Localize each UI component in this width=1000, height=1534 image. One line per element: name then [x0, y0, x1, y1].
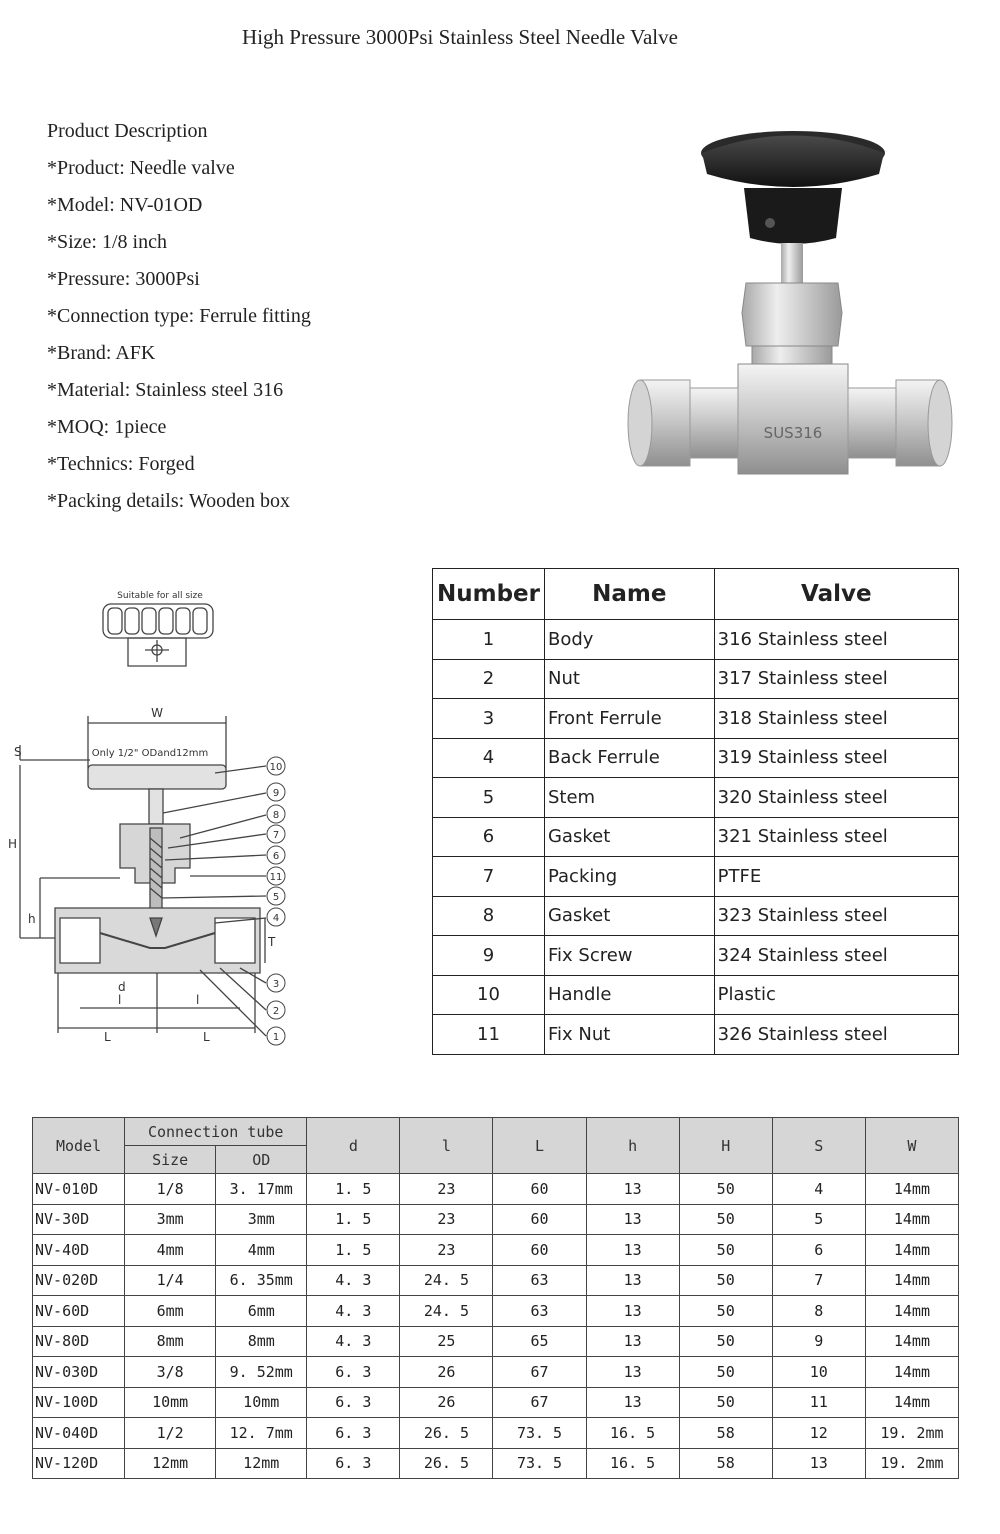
spec-cell-h: 16. 5 — [586, 1448, 679, 1479]
spec-cell-L: 73. 5 — [493, 1418, 586, 1449]
dim-h: h — [28, 912, 36, 926]
valve-diagram — [0, 578, 300, 1058]
spec-cell-h: 13 — [586, 1174, 679, 1205]
part-name: Gasket — [544, 896, 714, 936]
spec-cell-H: 58 — [679, 1448, 772, 1479]
stem — [781, 243, 803, 283]
callout: 1 — [272, 1032, 280, 1043]
part-material: 318 Stainless steel — [714, 699, 958, 739]
spec-header-S: S — [772, 1118, 865, 1174]
spec-cell-S: 12 — [772, 1418, 865, 1449]
spec-cell-H: 50 — [679, 1357, 772, 1388]
spec-cell-h: 13 — [586, 1387, 679, 1418]
spec-cell-size: 1/4 — [125, 1265, 216, 1296]
part-material: 319 Stainless steel — [714, 738, 958, 778]
spec-cell-od: 3mm — [216, 1204, 307, 1235]
spec-table — [32, 1117, 959, 1479]
spec-cell-S: 9 — [772, 1326, 865, 1357]
set-screw — [765, 218, 775, 228]
bonnet-collar — [752, 346, 832, 364]
spec-cell-od: 8mm — [216, 1326, 307, 1357]
spec-cell-d: 6. 3 — [307, 1387, 400, 1418]
spec-cell-S: 13 — [772, 1448, 865, 1479]
spec-cell-L: 63 — [493, 1296, 586, 1327]
callout: 6 — [272, 851, 280, 862]
description-item: *MOQ: 1piece — [47, 416, 167, 438]
table-row — [433, 620, 959, 660]
spec-cell-S: 6 — [772, 1235, 865, 1266]
spec-cell-od: 12. 7mm — [216, 1418, 307, 1449]
spec-cell-od: 4mm — [216, 1235, 307, 1266]
spec-cell-S: 7 — [772, 1265, 865, 1296]
spec-cell-model: NV-40D — [33, 1235, 125, 1266]
part-material: PTFE — [714, 857, 958, 897]
description-item: *Product: Needle valve — [47, 157, 235, 179]
table-row — [33, 1265, 959, 1296]
spec-cell-h: 13 — [586, 1296, 679, 1327]
spec-cell-l: 24. 5 — [400, 1296, 493, 1327]
table-row — [33, 1235, 959, 1266]
dim-T: T — [268, 935, 276, 949]
spec-cell-h: 13 — [586, 1326, 679, 1357]
callout: 3 — [272, 979, 280, 990]
right-ferrule — [848, 388, 896, 458]
description-item: *Model: NV-01OD — [47, 194, 203, 216]
spec-cell-model: NV-100D — [33, 1387, 125, 1418]
part-number: 7 — [433, 857, 545, 897]
spec-cell-model: NV-020D — [33, 1265, 125, 1296]
spec-cell-d: 4. 3 — [307, 1326, 400, 1357]
description-item: *Pressure: 3000Psi — [47, 268, 200, 290]
spec-header-model: Model — [33, 1118, 125, 1174]
spec-cell-size: 1/2 — [125, 1418, 216, 1449]
spec-cell-d: 4. 3 — [307, 1265, 400, 1296]
description-item: *Size: 1/8 inch — [47, 231, 167, 253]
part-number: 1 — [433, 620, 545, 660]
spec-cell-h: 13 — [586, 1357, 679, 1388]
spec-header-connection: Connection tube — [125, 1118, 307, 1146]
spec-table-body — [33, 1174, 959, 1479]
spec-cell-L: 60 — [493, 1235, 586, 1266]
parts-header-valve: Valve — [714, 569, 958, 620]
description-heading: Product Description — [47, 120, 208, 142]
part-number: 10 — [433, 975, 545, 1015]
spec-cell-H: 50 — [679, 1265, 772, 1296]
spec-cell-S: 11 — [772, 1387, 865, 1418]
spec-cell-od: 12mm — [216, 1448, 307, 1479]
table-row — [33, 1204, 959, 1235]
table-row — [33, 1387, 959, 1418]
spec-cell-W: 14mm — [865, 1235, 958, 1266]
spec-cell-H: 50 — [679, 1235, 772, 1266]
spec-cell-size: 3/8 — [125, 1357, 216, 1388]
spec-cell-h: 13 — [586, 1204, 679, 1235]
parts-header-number: Number — [433, 569, 545, 620]
spec-cell-l: 26. 5 — [400, 1418, 493, 1449]
spec-header-l: l — [400, 1118, 493, 1174]
part-name: Packing — [544, 857, 714, 897]
dim-H: H — [8, 837, 18, 851]
spec-cell-size: 12mm — [125, 1448, 216, 1479]
bonnet-nut — [742, 283, 842, 346]
spec-cell-model: NV-60D — [33, 1296, 125, 1327]
spec-cell-L: 67 — [493, 1357, 586, 1388]
body-engraving: SUS316 — [763, 424, 823, 442]
spec-cell-W: 14mm — [865, 1204, 958, 1235]
spec-cell-L: 67 — [493, 1387, 586, 1418]
spec-header-W: W — [865, 1118, 958, 1174]
dim-S: S — [14, 745, 22, 759]
spec-cell-d: 6. 3 — [307, 1357, 400, 1388]
part-name: Fix Nut — [544, 1015, 714, 1055]
spec-cell-L: 63 — [493, 1265, 586, 1296]
dim-l-right: l — [196, 993, 200, 1007]
spec-cell-l: 25 — [400, 1326, 493, 1357]
parts-header-name: Name — [544, 569, 714, 620]
spec-header-size: Size — [125, 1146, 216, 1174]
part-number: 5 — [433, 778, 545, 818]
spec-cell-l: 26. 5 — [400, 1448, 493, 1479]
spec-cell-d: 1. 5 — [307, 1204, 400, 1235]
left-nut-face — [628, 380, 652, 466]
spec-cell-od: 3. 17mm — [216, 1174, 307, 1205]
parts-header-row — [433, 569, 959, 620]
dim-W: W — [151, 706, 163, 720]
spec-cell-d: 4. 3 — [307, 1296, 400, 1327]
table-row — [433, 699, 959, 739]
callout: 9 — [272, 788, 280, 799]
spec-cell-size: 4mm — [125, 1235, 216, 1266]
part-number: 11 — [433, 1015, 545, 1055]
description-item: *Connection type: Ferrule fitting — [47, 305, 311, 327]
table-row — [433, 738, 959, 778]
callout: 7 — [272, 830, 280, 841]
spec-cell-S: 8 — [772, 1296, 865, 1327]
spec-cell-size: 10mm — [125, 1387, 216, 1418]
spec-header-L: L — [493, 1118, 586, 1174]
callout: 10 — [269, 762, 283, 773]
spec-cell-H: 50 — [679, 1204, 772, 1235]
part-number: 2 — [433, 659, 545, 699]
dim-L-left: L — [104, 1030, 111, 1044]
spec-cell-d: 1. 5 — [307, 1235, 400, 1266]
spec-cell-h: 13 — [586, 1265, 679, 1296]
spec-header-h: h — [586, 1118, 679, 1174]
spec-cell-size: 6mm — [125, 1296, 216, 1327]
spec-cell-W: 14mm — [865, 1357, 958, 1388]
spec-header-d: d — [307, 1118, 400, 1174]
table-row — [33, 1174, 959, 1205]
handle-bar — [88, 765, 226, 789]
spec-cell-h: 13 — [586, 1235, 679, 1266]
dim-d: d — [118, 980, 126, 994]
spec-cell-l: 26 — [400, 1387, 493, 1418]
knob-hub — [744, 188, 842, 244]
product-description — [47, 113, 587, 520]
part-name: Back Ferrule — [544, 738, 714, 778]
part-number: 3 — [433, 699, 545, 739]
part-material: 317 Stainless steel — [714, 659, 958, 699]
table-row — [433, 896, 959, 936]
spec-cell-W: 14mm — [865, 1174, 958, 1205]
table-row — [433, 1015, 959, 1055]
part-number: 6 — [433, 817, 545, 857]
spec-header-H: H — [679, 1118, 772, 1174]
table-row — [33, 1418, 959, 1449]
spec-cell-model: NV-010D — [33, 1174, 125, 1205]
spec-cell-h: 16. 5 — [586, 1418, 679, 1449]
part-name: Fix Screw — [544, 936, 714, 976]
part-number: 9 — [433, 936, 545, 976]
spec-cell-S: 5 — [772, 1204, 865, 1235]
handle-note: Suitable for all size — [117, 591, 203, 601]
part-name: Nut — [544, 659, 714, 699]
callout: 4 — [272, 913, 280, 924]
table-row — [433, 857, 959, 897]
spec-cell-S: 4 — [772, 1174, 865, 1205]
part-material: 323 Stainless steel — [714, 896, 958, 936]
spec-cell-l: 24. 5 — [400, 1265, 493, 1296]
spec-cell-d: 6. 3 — [307, 1418, 400, 1449]
spec-cell-l: 23 — [400, 1174, 493, 1205]
part-number: 8 — [433, 896, 545, 936]
spec-cell-L: 60 — [493, 1204, 586, 1235]
part-material: 320 Stainless steel — [714, 778, 958, 818]
spec-header-row — [33, 1118, 959, 1146]
callout: 11 — [269, 872, 283, 883]
part-material: 326 Stainless steel — [714, 1015, 958, 1055]
spec-cell-l: 26 — [400, 1357, 493, 1388]
part-material: 321 Stainless steel — [714, 817, 958, 857]
part-name: Body — [544, 620, 714, 660]
spec-cell-H: 50 — [679, 1296, 772, 1327]
spec-cell-d: 1. 5 — [307, 1174, 400, 1205]
spec-cell-model: NV-80D — [33, 1326, 125, 1357]
dim-L-right: L — [203, 1030, 210, 1044]
dim-l-left: l — [118, 993, 122, 1007]
callout: 2 — [272, 1006, 280, 1017]
spec-cell-H: 50 — [679, 1174, 772, 1205]
description-item: *Brand: AFK — [47, 342, 156, 364]
part-name: Handle — [544, 975, 714, 1015]
table-row — [33, 1296, 959, 1327]
table-row — [33, 1448, 959, 1479]
description-item: *Material: Stainless steel 316 — [47, 379, 284, 401]
callout: 8 — [272, 810, 280, 821]
spec-cell-size: 8mm — [125, 1326, 216, 1357]
part-material: 316 Stainless steel — [714, 620, 958, 660]
valve-photo — [590, 88, 970, 528]
spec-cell-od: 6. 35mm — [216, 1265, 307, 1296]
table-row — [433, 817, 959, 857]
spec-cell-S: 10 — [772, 1357, 865, 1388]
part-name: Gasket — [544, 817, 714, 857]
spec-cell-W: 14mm — [865, 1296, 958, 1327]
spec-cell-model: NV-30D — [33, 1204, 125, 1235]
table-row — [433, 975, 959, 1015]
spec-header-od: OD — [216, 1146, 307, 1174]
spec-cell-W: 14mm — [865, 1326, 958, 1357]
spec-cell-W: 19. 2mm — [865, 1418, 958, 1449]
spec-cell-model: NV-030D — [33, 1357, 125, 1388]
spec-cell-W: 14mm — [865, 1387, 958, 1418]
description-item: *Packing details: Wooden box — [47, 490, 290, 512]
spec-cell-L: 60 — [493, 1174, 586, 1205]
spec-cell-L: 73. 5 — [493, 1448, 586, 1479]
part-material: 324 Stainless steel — [714, 936, 958, 976]
spec-cell-od: 10mm — [216, 1387, 307, 1418]
od-note: Only 1/2" ODand12mm — [91, 748, 209, 759]
spec-cell-l: 23 — [400, 1204, 493, 1235]
spec-cell-W: 19. 2mm — [865, 1448, 958, 1479]
spec-cell-l: 23 — [400, 1235, 493, 1266]
part-name: Front Ferrule — [544, 699, 714, 739]
spec-cell-d: 6. 3 — [307, 1448, 400, 1479]
spec-cell-od: 9. 52mm — [216, 1357, 307, 1388]
spec-cell-H: 50 — [679, 1387, 772, 1418]
spec-cell-H: 58 — [679, 1418, 772, 1449]
spec-cell-W: 14mm — [865, 1265, 958, 1296]
part-number: 4 — [433, 738, 545, 778]
page-title: High Pressure 3000Psi Stainless Steel Needle Valve — [242, 25, 678, 49]
table-row — [433, 778, 959, 818]
valve-body — [738, 364, 848, 474]
right-nut-face — [928, 380, 952, 466]
part-material: Plastic — [714, 975, 958, 1015]
spec-cell-model: NV-040D — [33, 1418, 125, 1449]
description-item: *Technics: Forged — [47, 453, 195, 475]
spec-cell-od: 6mm — [216, 1296, 307, 1327]
table-row — [33, 1326, 959, 1357]
table-row — [433, 936, 959, 976]
part-name: Stem — [544, 778, 714, 818]
parts-table — [432, 568, 959, 1055]
spec-cell-H: 50 — [679, 1326, 772, 1357]
callout: 5 — [272, 892, 280, 903]
spec-cell-model: NV-120D — [33, 1448, 125, 1479]
spec-cell-size: 1/8 — [125, 1174, 216, 1205]
spec-cell-L: 65 — [493, 1326, 586, 1357]
left-ferrule — [690, 388, 738, 458]
table-row — [33, 1357, 959, 1388]
table-row — [433, 659, 959, 699]
spec-cell-size: 3mm — [125, 1204, 216, 1235]
